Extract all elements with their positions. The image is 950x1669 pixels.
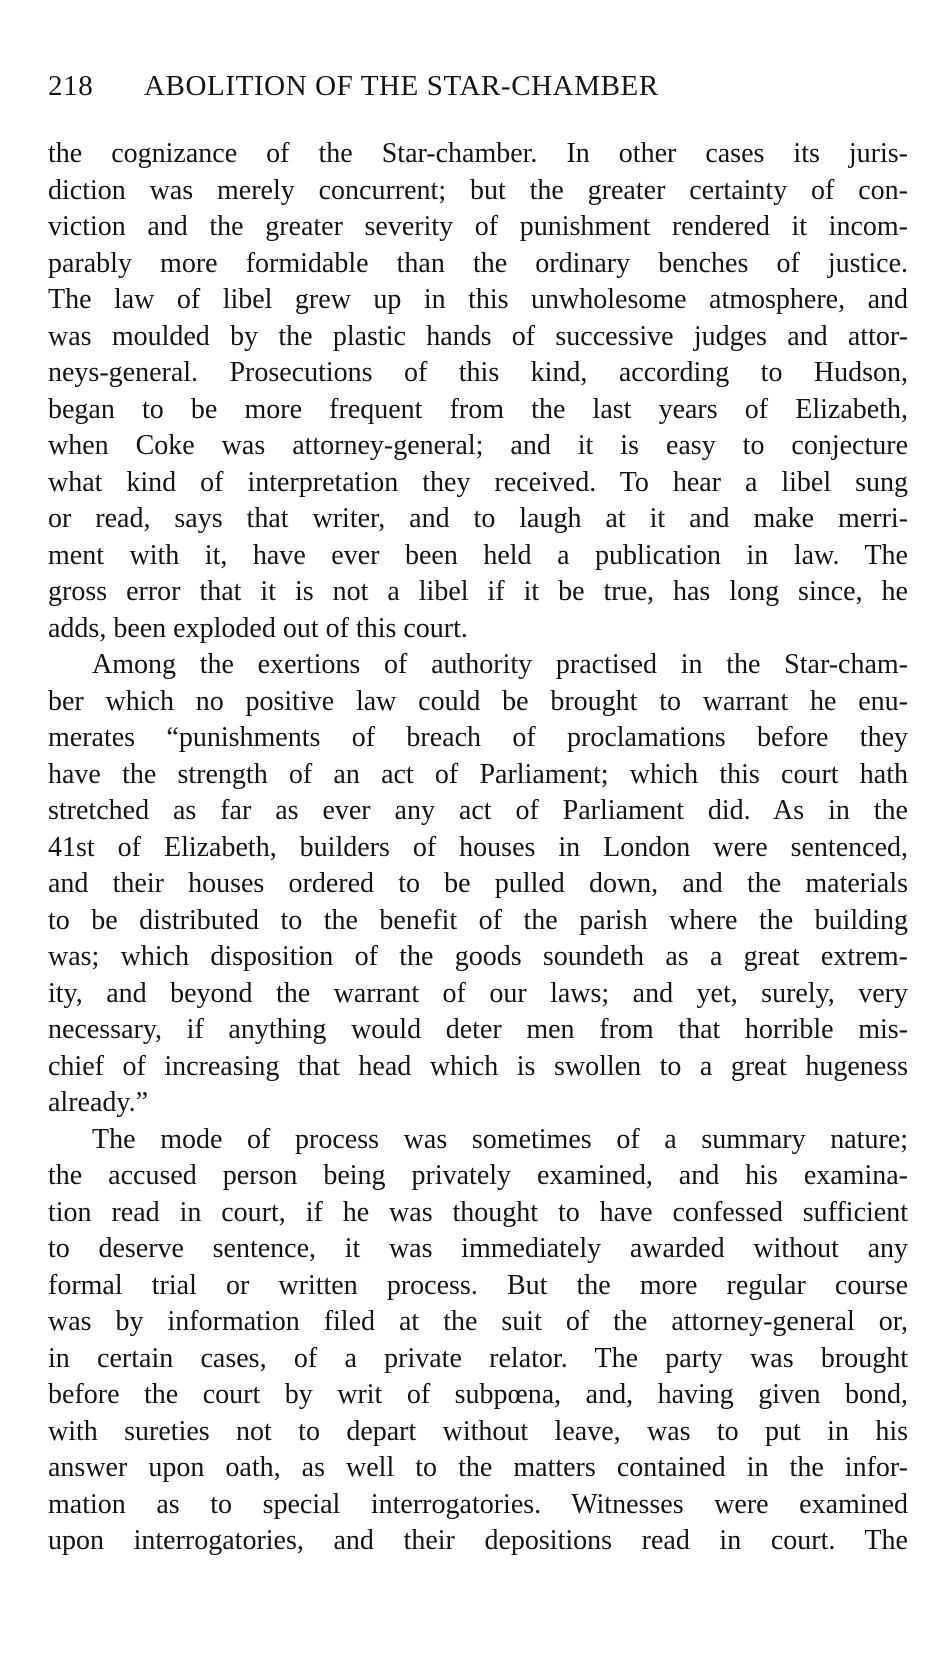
text-line: Among the exertions of authority practised in the Star-cham- [92,649,908,680]
text-line: tion read in court, if he was thought to have confessed sufficient [48,1196,908,1228]
text-line: when Coke was attorney-general; and it is easy to conjecture [48,430,908,461]
body-text [48,136,908,1560]
text-line: was moulded by the plastic hands of successive judges and attor- [48,320,908,352]
text-line: neys-general. Prosecutions of this kind, according to Hudson, [48,357,908,388]
running-header [48,70,908,116]
text-line: upon interrogatories, and their depositions read in court. The [48,1525,908,1556]
text-line: parably more formidable than the ordinary benches of justice. [48,247,908,279]
text-line: diction was merely concurrent; but the greater certainty of con- [48,174,908,206]
text-line: adds, been exploded out of this court. [48,612,468,644]
text-line: 41st of Elizabeth, builders of houses in London were sentenced, [48,831,908,863]
text-line: formal trial or written process. But the more regular course [48,1269,908,1301]
paragraph-2 [48,647,908,1122]
text-line: what kind of interpretation they received. To hear a libel sung [48,466,908,498]
text-line: The law of libel grew up in this unwholesome atmosphere, and [48,284,908,315]
text-line: with sureties not to depart without leave, was to put in his [48,1415,908,1447]
text-line: answer upon oath, as well to the matters contained in the infor- [48,1452,908,1483]
text-line: merates “punishments of breach of proclamations before they [48,722,908,753]
text-line: was by information filed at the suit of the attorney-general or, [48,1306,908,1337]
text-line: began to be more frequent from the last years of Elizabeth, [48,393,908,425]
text-line: the accused person being privately examined, and his examina- [48,1160,908,1191]
text-line: the cognizance of the Star-chamber. In other cases its juris- [48,138,908,169]
paragraph-1 [48,136,908,647]
text-line: The mode of process was sometimes of a summary nature; [92,1123,908,1155]
text-line: ment with it, have ever been held a publication in law. The [48,539,908,571]
text-line: viction and the greater severity of punishment rendered it incom- [48,211,908,242]
paragraph-3 [48,1122,908,1560]
text-line: or read, says that writer, and to laugh at it and make merri- [48,503,908,534]
text-line: was; which disposition of the goods soundeth as a great extrem- [48,941,908,972]
text-line: to be distributed to the benefit of the parish where the building [48,904,908,936]
text-line: have the strength of an act of Parliament; which this court hath [48,758,908,790]
text-line: ity, and beyond the warrant of our laws; and yet, surely, very [48,977,908,1009]
text-line: stretched as far as ever any act of Parliament did. As in the [48,795,908,826]
text-line: mation as to special interrogatories. Witnesses were examined [48,1488,908,1520]
text-line: before the court by writ of subpœna, and, having given bond, [48,1379,908,1410]
page-number: 218 [48,70,94,102]
text-line: and their houses ordered to be pulled down, and the materials [48,868,908,899]
text-line: chief of increasing that head which is swollen to a great hugeness [48,1050,908,1082]
text-line: necessary, if anything would deter men from that horrible mis- [48,1014,908,1045]
text-line: already.” [48,1087,148,1118]
text-line: gross error that it is not a libel if it be true, has long since, he [48,576,908,607]
text-line: to deserve sentence, it was immediately awarded without any [48,1233,908,1264]
text-line: ber which no positive law could be brought to warrant he enu- [48,685,908,717]
text-line: in certain cases, of a private relator. The party was brought [48,1342,908,1374]
running-title: ABOLITION OF THE STAR-CHAMBER [144,70,659,102]
